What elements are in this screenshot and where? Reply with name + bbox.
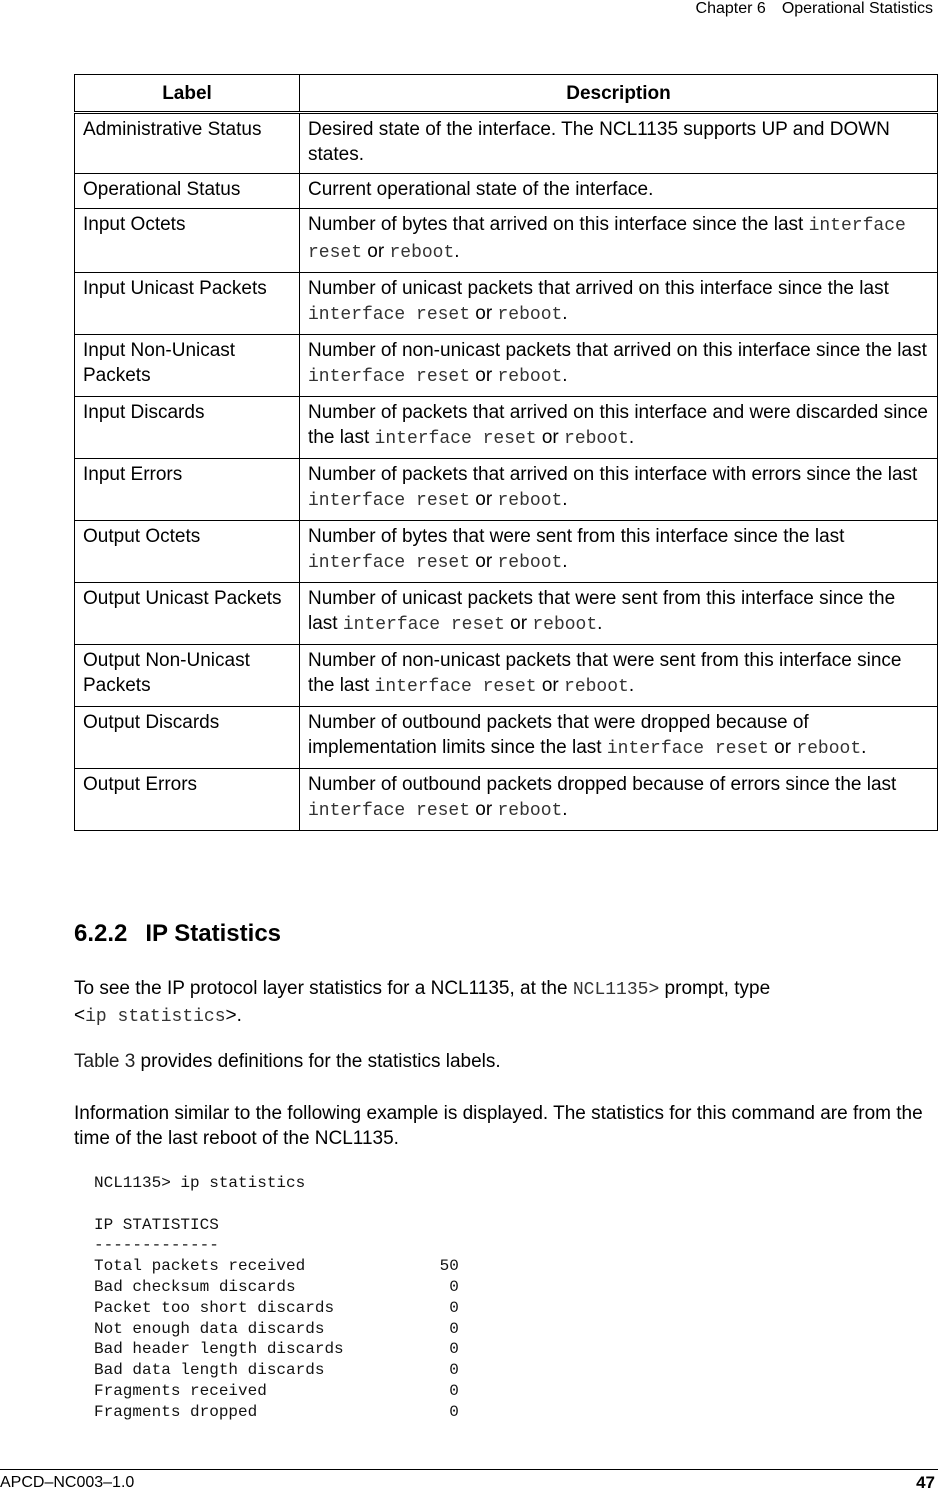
inline-code: interface reset	[308, 367, 471, 387]
intro-paragraph	[74, 976, 934, 1030]
stat-label: Not enough data discards	[94, 1319, 325, 1338]
row-description	[300, 335, 938, 397]
row-label: Input Octets	[75, 209, 300, 273]
column-header-description: Description	[300, 75, 938, 113]
description-text: Number of bytes that arrived on this interface since the last	[308, 214, 809, 235]
chapter-title: Operational Statistics	[781, 0, 933, 17]
row-description	[300, 707, 938, 769]
row-label: Output Errors	[75, 769, 300, 831]
console-stat-line	[94, 1403, 459, 1421]
row-description	[300, 273, 938, 335]
table-row	[75, 397, 938, 459]
description-text: or	[470, 489, 498, 510]
interface-statistics-table	[74, 74, 938, 831]
section-number: 6.2.2	[74, 920, 128, 947]
inline-code: reboot	[564, 429, 629, 449]
description-text: or	[768, 737, 797, 758]
inline-code: reboot	[532, 615, 598, 635]
description-text: or	[470, 303, 498, 324]
row-description	[300, 174, 938, 209]
stat-value: 0	[449, 1277, 459, 1296]
stat-label: Bad header length discards	[94, 1340, 344, 1359]
row-description	[300, 209, 938, 273]
inline-code: interface reset	[308, 553, 471, 573]
console-stat-line	[94, 1382, 459, 1400]
table-row	[75, 521, 938, 583]
row-description	[300, 769, 938, 831]
stat-value: 0	[449, 1381, 459, 1400]
section-title: IP Statistics	[145, 920, 282, 947]
description-text: Number of outbound packets dropped because of errors since the last	[308, 774, 897, 795]
description-text: or	[504, 613, 533, 634]
row-description	[300, 459, 938, 521]
table-row	[75, 273, 938, 335]
description-text: Current operational state of the interface.	[308, 179, 654, 200]
console-heading: IP STATISTICS	[94, 1215, 219, 1234]
inline-code: interface reset	[308, 491, 471, 511]
description-text: or	[470, 799, 498, 820]
cmd-open: <	[74, 1005, 86, 1026]
table-row	[75, 174, 938, 209]
prompt-code: NCL1135>	[572, 980, 660, 1000]
stat-value: 0	[449, 1298, 459, 1317]
description-text: or	[536, 675, 565, 696]
inline-code: reboot	[497, 553, 563, 573]
description-text: or	[470, 551, 498, 572]
row-label: Input Discards	[75, 397, 300, 459]
inline-code: reboot	[497, 305, 563, 325]
table-reference-paragraph	[74, 1049, 934, 1074]
inline-code: reboot	[796, 739, 862, 759]
inline-code: interface reset	[308, 216, 906, 263]
console-command: NCL1135> ip statistics	[94, 1174, 306, 1192]
inline-code: reboot	[497, 491, 563, 511]
description-text: or	[362, 241, 390, 262]
inline-code: interface reset	[606, 739, 769, 759]
table-row	[75, 209, 938, 273]
console-stat-line	[94, 1320, 459, 1338]
running-header	[696, 0, 933, 18]
row-description	[300, 113, 938, 174]
console-output	[94, 1173, 459, 1423]
console-stat-line	[94, 1257, 459, 1275]
row-description	[300, 583, 938, 645]
description-text: Number of non-unicast packets that arrived on this interface since the last	[308, 340, 927, 361]
description-text: .	[861, 737, 867, 758]
table-row	[75, 459, 938, 521]
console-stat-line	[94, 1361, 459, 1379]
description-text: or	[470, 365, 498, 386]
section-heading	[74, 919, 281, 949]
description-text: or	[536, 427, 565, 448]
description-text: .	[562, 365, 568, 386]
table-header-row	[75, 75, 938, 113]
page-number: 47	[916, 1473, 935, 1492]
console-stat-line	[94, 1278, 459, 1296]
inline-code: reboot	[564, 677, 629, 697]
row-label: Output Unicast Packets	[75, 583, 300, 645]
description-text: .	[562, 489, 568, 510]
document-id: APCD–NC003–1.0	[0, 1474, 135, 1491]
row-label: Output Octets	[75, 521, 300, 583]
inline-code: interface reset	[308, 801, 471, 821]
console-stat-line	[94, 1299, 459, 1317]
console-underline: -------------	[94, 1236, 219, 1255]
inline-code: interface reset	[374, 677, 537, 697]
stat-label: Fragments received	[94, 1381, 267, 1400]
description-text: Number of packets that arrived on this interface with errors since the last	[308, 464, 918, 485]
stat-value: 0	[449, 1402, 459, 1421]
table-row	[75, 645, 938, 707]
description-text: Desired state of the interface. The NCL1135 supports UP and DOWN states.	[308, 119, 890, 165]
row-description	[300, 397, 938, 459]
intro-text-2: prompt, type	[659, 978, 771, 999]
stat-label: Total packets received	[94, 1257, 306, 1276]
description-text: .	[562, 799, 568, 820]
description-text: Number of unicast packets that arrived on this interface since the last	[308, 278, 889, 299]
description-text: Number of non-unicast packets that were sent from this interface since the last	[308, 650, 902, 696]
description-text: .	[562, 551, 568, 572]
description-text: Number of outbound packets that were dropped because of implementation limits since the last	[308, 712, 809, 758]
table-row	[75, 707, 938, 769]
stat-value: 50	[439, 1257, 459, 1276]
inline-code: interface reset	[342, 615, 505, 635]
description-text: .	[454, 241, 460, 262]
row-label: Input Non-Unicast Packets	[75, 335, 300, 397]
column-header-label: Label	[75, 75, 300, 113]
table-reference-link[interactable]: Table 3	[74, 1051, 136, 1072]
description-text: .	[628, 427, 635, 448]
footer-rule	[0, 1469, 938, 1470]
description-text: .	[562, 303, 568, 324]
row-description	[300, 521, 938, 583]
cmd-close: >.	[225, 1005, 242, 1026]
table-row	[75, 583, 938, 645]
command-code: ip statistics	[85, 1007, 226, 1027]
stat-label: Packet too short discards	[94, 1298, 335, 1317]
intro-text: To see the IP protocol layer statistics for a NCL1135, at the	[74, 978, 573, 999]
description-text: Number of unicast packets that were sent from this interface since the last	[308, 588, 896, 634]
description-text: Number of packets that arrived on this interface and were discarded since the last	[308, 402, 928, 448]
description-text: .	[628, 675, 635, 696]
table-reference-text: provides definitions for the statistics labels.	[135, 1051, 501, 1072]
stat-label: Fragments dropped	[94, 1402, 258, 1421]
inline-code: reboot	[497, 367, 563, 387]
table-row	[75, 769, 938, 831]
row-label: Operational Status	[75, 174, 300, 209]
chapter-number: Chapter 6	[695, 0, 766, 17]
row-label: Input Unicast Packets	[75, 273, 300, 335]
stat-value: 0	[449, 1319, 459, 1338]
example-paragraph: Information similar to the following example is displayed. The statistics for this command are from the time of the last reboot of the NCL1135.	[74, 1103, 923, 1149]
table-body	[75, 113, 938, 831]
row-label: Input Errors	[75, 459, 300, 521]
inline-code: interface reset	[374, 429, 537, 449]
row-label: Administrative Status	[75, 113, 300, 174]
row-label: Output Discards	[75, 707, 300, 769]
table-row	[75, 335, 938, 397]
description-text: Number of bytes that were sent from this interface since the last	[308, 526, 845, 547]
description-text: .	[597, 613, 603, 634]
stat-value: 0	[449, 1340, 459, 1359]
stat-label: Bad data length discards	[94, 1361, 325, 1380]
stat-value: 0	[449, 1361, 459, 1380]
row-description	[300, 645, 938, 707]
stat-label: Bad checksum discards	[94, 1277, 296, 1296]
table-row	[75, 113, 938, 174]
inline-code: interface reset	[308, 305, 471, 325]
console-stat-line	[94, 1340, 459, 1358]
inline-code: reboot	[497, 801, 563, 821]
row-label: Output Non-Unicast Packets	[75, 645, 300, 707]
inline-code: reboot	[389, 243, 455, 263]
